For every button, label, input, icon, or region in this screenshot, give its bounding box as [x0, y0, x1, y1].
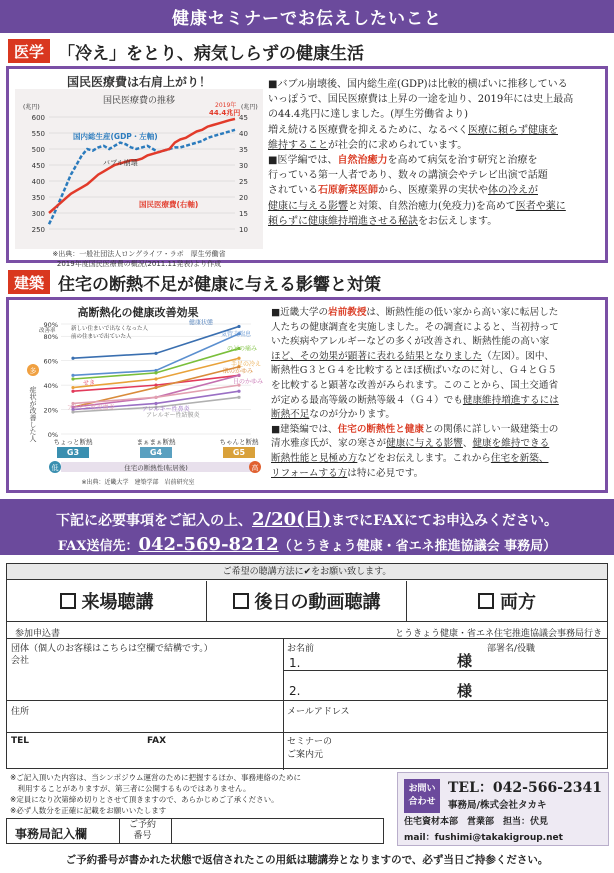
name-1[interactable]: 1.	[289, 656, 301, 670]
page-header-banner	[0, 0, 614, 33]
chart2-point	[71, 377, 74, 380]
arch-text-emph: 健康に与える影響	[386, 438, 463, 450]
chart1-legend-gdp: 国内総生産(GDP・左軸)	[73, 132, 158, 141]
chart2-series-label: アレルギー性鼻炎	[142, 406, 190, 414]
chart2-xcat: まぁまぁ断熱	[136, 438, 176, 446]
reservation-label-1: ご予約	[129, 820, 157, 830]
medical-text-line: されている	[268, 185, 318, 197]
chart1-title: 国民医療費の推移	[102, 96, 176, 106]
address-label: 住所	[11, 707, 30, 717]
arch-text-line: 、	[462, 438, 473, 450]
medical-text-line: ■バブル崩壊後、国内総生産(GDP)は比較的横ばいに推移している	[268, 79, 568, 90]
chart2-improve-label: 改善率	[39, 328, 56, 334]
chart2-ytick: 40%	[43, 382, 58, 391]
chart2-legend-old: 前の住まいで出ていた人	[71, 334, 132, 340]
section-architecture-heading	[8, 269, 381, 295]
contact-tag	[404, 779, 440, 813]
chart2-point	[154, 377, 157, 380]
chart1-ytick-right: 40	[239, 130, 248, 138]
footer-note: ご予約番号が書かれた状態で返信されたこの用紙は聴講券となりますので、必ず当日ご持参ください。	[65, 854, 549, 866]
dept-label: 部署名/役職	[487, 644, 536, 654]
chart2-series-label: 手足の冷え	[231, 361, 262, 369]
deadline-date: 2/20(日)	[251, 509, 332, 530]
name-label: お名前	[287, 644, 315, 654]
medical-text-emph: 医療に頼らず健康を	[468, 124, 558, 136]
chart2-point	[154, 371, 157, 374]
chart2-series-label: 健康状態	[189, 319, 214, 327]
chart1-legend-medical: 国民医療費(右軸)	[139, 200, 199, 209]
chart2-high-label: 高	[251, 464, 259, 472]
reservation-label-2: 番号	[133, 831, 152, 841]
application-form	[6, 563, 608, 769]
medical-chart-heading: 国民医療費は右肩上がり！	[66, 75, 211, 89]
chart2-grade-label: G4	[149, 448, 163, 457]
medical-text-line: を高めて病気を治す研究と治療を	[387, 155, 538, 167]
medical-text-line: をお伝えします。	[418, 215, 498, 227]
arch-text-line: ■建築編では、	[271, 423, 338, 435]
arch-text-line: が定める最高等級の断熱等級４（Ｇ４）でも	[271, 394, 463, 406]
doctor-name: 石原新菜医師	[318, 185, 378, 197]
medical-text-line: いっぽうで、国民医療費は上昇の一途を辿り、2019年には史上最高	[268, 94, 574, 106]
section-architecture-box	[6, 297, 608, 493]
arch-text-line: いた疾病やアレルギーなどの多くが改善され、断熱性能の高い家	[271, 336, 550, 348]
arch-text-emph: 断熱不足	[271, 409, 310, 421]
deadline-text: までに	[331, 513, 374, 529]
checkbox-both[interactable]	[478, 593, 494, 609]
arch-text-line: ■近畿大学の	[271, 307, 329, 318]
mail-label: メールアドレス	[287, 707, 350, 717]
chart2-ytick: 60%	[43, 357, 58, 366]
note-line: ※ご記入頂いた内容は、当シンポジウム運営のために把握するほか、事務連絡のために	[10, 773, 302, 782]
medical-text-emph: 頼らずに健康維持増進させる秘訣	[268, 215, 418, 227]
chart2-point	[71, 357, 74, 360]
chart1-ytick-left: 550	[31, 130, 45, 138]
arch-text-red: 住宅の断熱性と健康	[337, 423, 424, 435]
chart2-point	[71, 386, 74, 389]
page-title: 健康セミナーでお伝えしたいこと	[172, 9, 442, 29]
fax-number: 042-569-8212	[138, 534, 279, 555]
chart1-annotation-bubble: バブル崩壊	[103, 159, 138, 167]
chart2-point	[71, 390, 74, 393]
medical-body-text	[268, 77, 608, 229]
group-label: 団体（個人のお客様はこちらは空欄で結構です。）	[11, 644, 213, 654]
fax-label-form: FAX	[147, 736, 167, 746]
chart1-ylabel-left: (兆円)	[23, 104, 40, 111]
checkbox-video[interactable]	[233, 593, 249, 609]
option-venue[interactable]	[7, 581, 207, 621]
chart2-grade-label: G3	[66, 448, 80, 457]
medical-text-line: と対策、自然治癒力(免疫力)を高めて	[348, 200, 516, 212]
chart1-ytick-left: 350	[31, 194, 45, 202]
option-video[interactable]	[207, 581, 407, 621]
medical-text-line: が社会的に求められています。	[328, 139, 468, 151]
medical-text-emph: 医者や薬に	[515, 200, 566, 212]
chart2-point	[71, 374, 74, 377]
chart2-ytick: 0%	[47, 431, 58, 439]
chart2-point	[154, 386, 157, 389]
chart1-ytick-left: 400	[31, 178, 45, 186]
arch-text-emph: リフォームする方	[271, 467, 348, 479]
chart2-point	[154, 402, 157, 405]
arch-text-emph: 健康維持増進するには	[462, 394, 559, 406]
chart2-up-label: 多	[29, 367, 37, 375]
medical-text-emph: 健康に与える影響	[268, 200, 348, 212]
section-medical-heading	[8, 38, 364, 64]
option-both-label: 両方	[500, 592, 536, 613]
chart2-xcat: ちょっと断熱	[53, 438, 93, 446]
chart2-source: ※出典：近畿大学 建築学部 岩前研究室	[81, 479, 195, 486]
medical-text-emph: 体の冷えが	[488, 185, 538, 197]
section-tag-medical: 医学	[8, 39, 50, 63]
architecture-body-text	[271, 306, 609, 481]
chart2-point	[237, 396, 240, 399]
checkbox-venue[interactable]	[60, 593, 76, 609]
form-notes	[10, 772, 390, 816]
seminar-source-label	[287, 734, 332, 760]
chart2-series-label: 目のかゆみ	[233, 378, 263, 386]
chart2-ytick: 80%	[43, 333, 58, 342]
chart2-series-label: 気管支喘息	[221, 330, 252, 338]
seminar-source-2: ご案内元	[287, 750, 324, 760]
tel-label: TEL	[11, 736, 30, 746]
chart1-ytick-left: 450	[31, 162, 45, 170]
arch-text-line: （左図）。図中、	[482, 350, 555, 362]
arch-text-line: は、断熱性能の低い家から高い家に転居した	[366, 307, 559, 318]
arch-text-line: 断熱性G３とＧ４を比較するとほぼ横ばいなのに対し、Ｇ４とＧ５	[271, 365, 557, 377]
medical-text-red: 自然治癒力	[337, 155, 388, 167]
chart1-annotation-value: 44.4兆円	[209, 109, 241, 117]
fax-recipient: （とうきょう健康・省エネ推進協議会 事務局）	[278, 539, 557, 554]
arch-text-emph: 住宅を新築、	[490, 452, 549, 464]
contact-mail[interactable]: mail：fushimi@takakigroup.net	[404, 833, 563, 843]
name-2[interactable]: 2.	[289, 684, 301, 698]
medical-chart-source	[15, 249, 263, 269]
chart1-ytick-right: 25	[239, 178, 248, 186]
medical-text-line: 行っている第一人者であり、数々の講演会やテレビ出演で話題	[268, 170, 548, 182]
note-line: 利用することがありますが、第三者に公開するものではありません。	[10, 784, 251, 793]
chart2-series-label: 肌のかゆみ	[223, 367, 254, 375]
option-both[interactable]	[407, 581, 607, 621]
seminar-source-1: セミナーの	[287, 737, 333, 747]
contact-tag-2: 合わせ	[408, 797, 436, 807]
contact-dept: 住宅資材本部 営業部 担当：伏見	[404, 817, 549, 827]
deadline-text: FAXにてお申込みください。	[373, 513, 559, 529]
chart2-point	[237, 390, 240, 393]
office-box	[6, 818, 384, 844]
chart2-xcat: ちゃんと断熱	[219, 438, 259, 446]
deadline-banner	[0, 499, 614, 555]
chart1-ylabel-right: (兆円)	[241, 104, 258, 111]
arch-text-line: との関係に詳しい一級建築士の	[423, 423, 559, 435]
chart2-low-label: 低	[51, 464, 59, 472]
method-note: ご希望の聴講方法に✔をお願い致します。	[7, 564, 607, 580]
note-line: ※定員になり次第締め切りとさせて頂きますので、あらかじめご了承ください。	[10, 795, 279, 804]
arch-text-line: を比較すると顕著な改善がみられます。このことから、国土交通省	[271, 379, 559, 391]
medical-chart-panel	[15, 73, 263, 268]
arch-text-line: 人たちの健康調査を実施しました。その調査によると、当初持って	[271, 321, 559, 333]
recipient-name: とうきょう健康・省エネ住宅推進協議会事務局行き	[394, 629, 602, 639]
chart2-xlabel: 住宅の断熱性(転居後)	[124, 464, 188, 472]
contact-tag-1: お問い	[408, 784, 436, 794]
arch-text-line: 清水雅彦氏が、家の寒さが	[271, 438, 387, 450]
chart1-ytick-left: 500	[31, 146, 45, 154]
contact-tel[interactable]: TEL：042-566-2341	[448, 780, 602, 796]
fax-label: FAX送信先：	[57, 539, 139, 554]
chart2-point	[154, 352, 157, 355]
medical-text-line: 増え続ける医療費を抑えるために、なるべく	[268, 124, 468, 136]
office-label: 事務局記入欄	[15, 827, 88, 841]
sama-2: 様	[457, 682, 473, 700]
chart2-legend-new: 新しい住まいで出なくなった人	[71, 326, 149, 332]
medical-expense-chart	[15, 89, 263, 249]
medical-chart-source-2: 2019年度国民医療費の概況(2011.11発表)より作成	[56, 260, 222, 268]
arch-text-emph: 健康を維持できる	[472, 438, 550, 450]
application-title: 参加申込書	[15, 629, 61, 639]
company-label: 会社	[11, 656, 30, 666]
section-title-architecture: 住宅の断熱不足が健康に与える影響と対策	[58, 274, 382, 295]
chart2-ytick: 90%	[43, 321, 58, 329]
chart1-ytick-right: 10	[239, 226, 248, 234]
option-venue-label: 来場聴講	[81, 592, 154, 613]
arch-text-line: なのが分かります。	[309, 409, 395, 421]
chart2-ylabel: 症状が改善した人	[29, 386, 37, 442]
contact-office: 事務局/株式会社タカキ	[448, 800, 547, 811]
chart1-ytick-left: 300	[31, 210, 45, 218]
chart2-series-label: アレルギー性結膜炎	[146, 411, 200, 419]
medical-chart-source-1: ※出典：一般社団法人ロングライフ・ラボ 厚生労働省	[52, 250, 226, 258]
chart2-grade-label: G5	[232, 448, 246, 457]
chart1-series-gdp	[49, 130, 235, 224]
chart1-ytick-right: 20	[239, 194, 248, 202]
chart1-ytick-left: 600	[31, 114, 45, 122]
chart1-ytick-right: 30	[239, 162, 248, 170]
chart2-point	[154, 396, 157, 399]
note-line: ※必ず人数分を正確に記載をお願いいたします	[10, 806, 167, 815]
arch-text-line: などをお伝えします。これから	[357, 452, 491, 464]
chart2-series-label: のどの痛み	[227, 345, 258, 353]
arch-text-emph: 断熱性能と見極め方	[271, 452, 358, 464]
sama-1: 様	[457, 652, 473, 670]
chart2-point	[237, 325, 240, 328]
chart2-series-label: アトピー性皮膚炎	[67, 404, 115, 412]
chart2-series-label: せき	[83, 380, 96, 388]
chart1-ytick-right: 35	[239, 146, 248, 154]
deadline-text: 下記に必要事項をご記入の上、	[55, 513, 252, 529]
chart1-annotation-year: 2019年	[215, 102, 237, 109]
contact-box	[397, 772, 609, 846]
medical-text-line: ■医学編では、	[268, 155, 338, 167]
arch-text-emph: ほど、その効果が顕著に表れる結果となりました	[271, 350, 483, 362]
section-medical-box	[6, 66, 608, 268]
arch-text-line: は特に必見です。	[347, 467, 424, 479]
chart2-point	[237, 357, 240, 360]
medical-text-line: の44.4兆円に達しました。(厚生労働省より)	[268, 109, 469, 121]
section-tag-architecture: 建築	[8, 270, 50, 294]
reservation-label	[129, 820, 156, 842]
professor-name: 岩前教授	[328, 307, 367, 318]
chart2-ytick: 20%	[43, 406, 58, 415]
medical-text-line: から、医療業界の実状や	[378, 185, 488, 197]
chart1-ytick-right: 15	[239, 210, 248, 218]
option-video-label: 後日の動画聴講	[254, 592, 381, 613]
insulation-health-chart	[13, 302, 263, 490]
chart1-ytick-left: 250	[31, 226, 45, 234]
chart1-ytick-right: 45	[239, 114, 248, 122]
section-title-medical: 「冷え」をとり、病気しらずの健康生活	[58, 43, 365, 64]
medical-text-emph: 維持すること	[268, 139, 328, 151]
chart2-title: 高断熱化の健康改善効果	[77, 306, 199, 319]
